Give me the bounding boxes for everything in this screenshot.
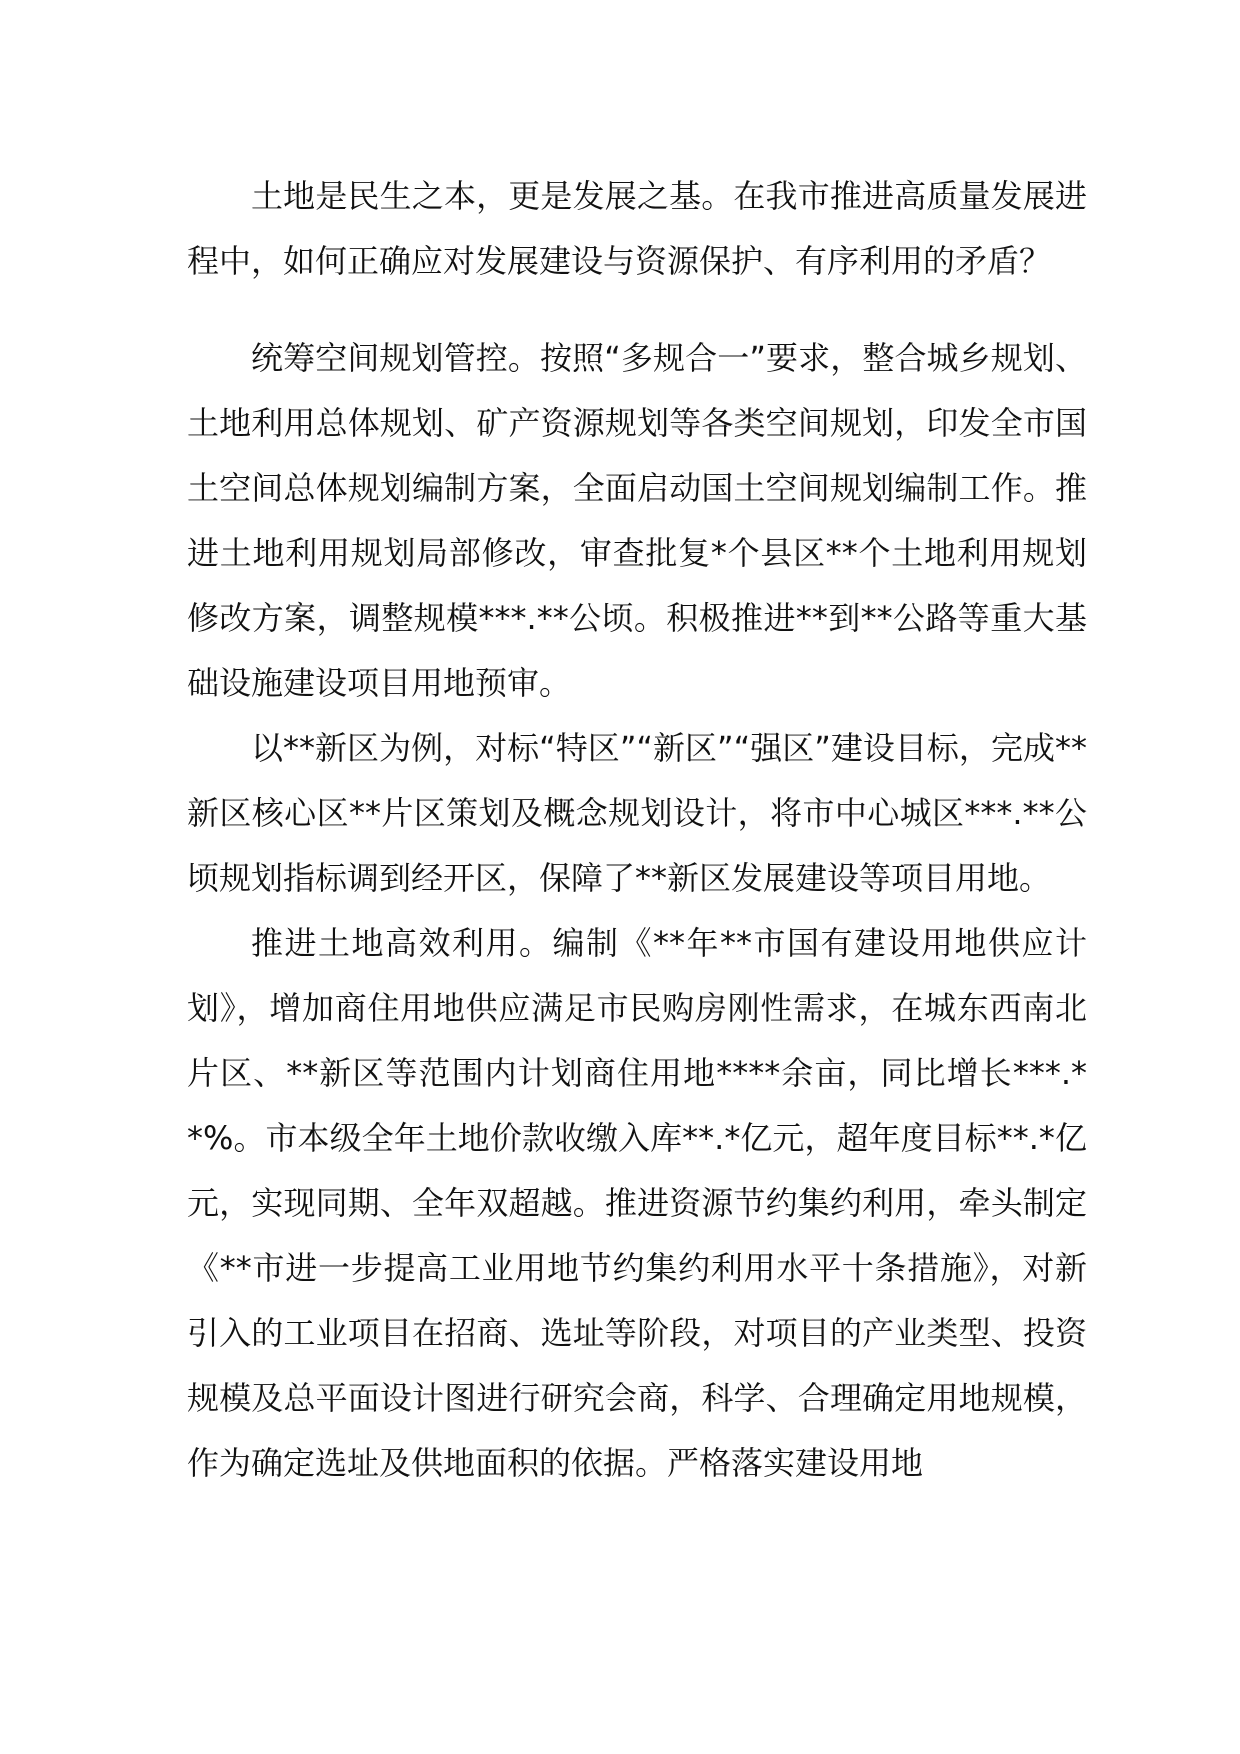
paragraph-spatial-planning: 统筹空间规划管控。按照“多规合一”要求，整合城乡规划、土地利用总体规划、矿产资源规划等各类空间规划，印发全市国土空间总体规划编制方案，全面启动国土空间规划编制工作。推进土地利用规划局部修改，审查批复*个县区**个土地利用规划修改方案，调整规模***.**公顷。积极推进**到**公路等重大基础设施建设项目用地预审。 [187,339,1087,702]
paragraph-land-efficiency: 推进土地高效利用。编制《**年**市国有建设用地供应计划》，增加商住用地供应满足市民购房刚性需求，在城东西南北片区、**新区等范围内计划商住用地****余亩，同比增长***.**%。市本级全年土地价款收缴入库**.*亿元，超年度目标**.*亿元，实现同期、全年双超越。推进资源节约集约利用，牵头制定《**市进一步提高工业用地节约集约利用水平十条措施》，对新引入的工业项目在招商、选址等阶段，对项目的产业类型、投资规模及总平面设计图进行研究会商，科学、合理确定用地规模，作为确定选址及供地面积的依据。严格落实建设用地 [187,924,1087,1482]
paragraph-intro: 土地是民生之本，更是发展之基。在我市推进高质量发展进程中，如何正确应对发展建设与资源保护、有序利用的矛盾？ [187,177,1087,280]
document-body [187,164,1087,1496]
paragraph-new-district-example: 以**新区为例，对标“特区”“新区”“强区”建设目标，完成**新区核心区**片区策划及概念规划设计，将市中心城区***.**公顷规划指标调到经开区，保障了**新区发展建设等项目用地。 [187,729,1087,897]
